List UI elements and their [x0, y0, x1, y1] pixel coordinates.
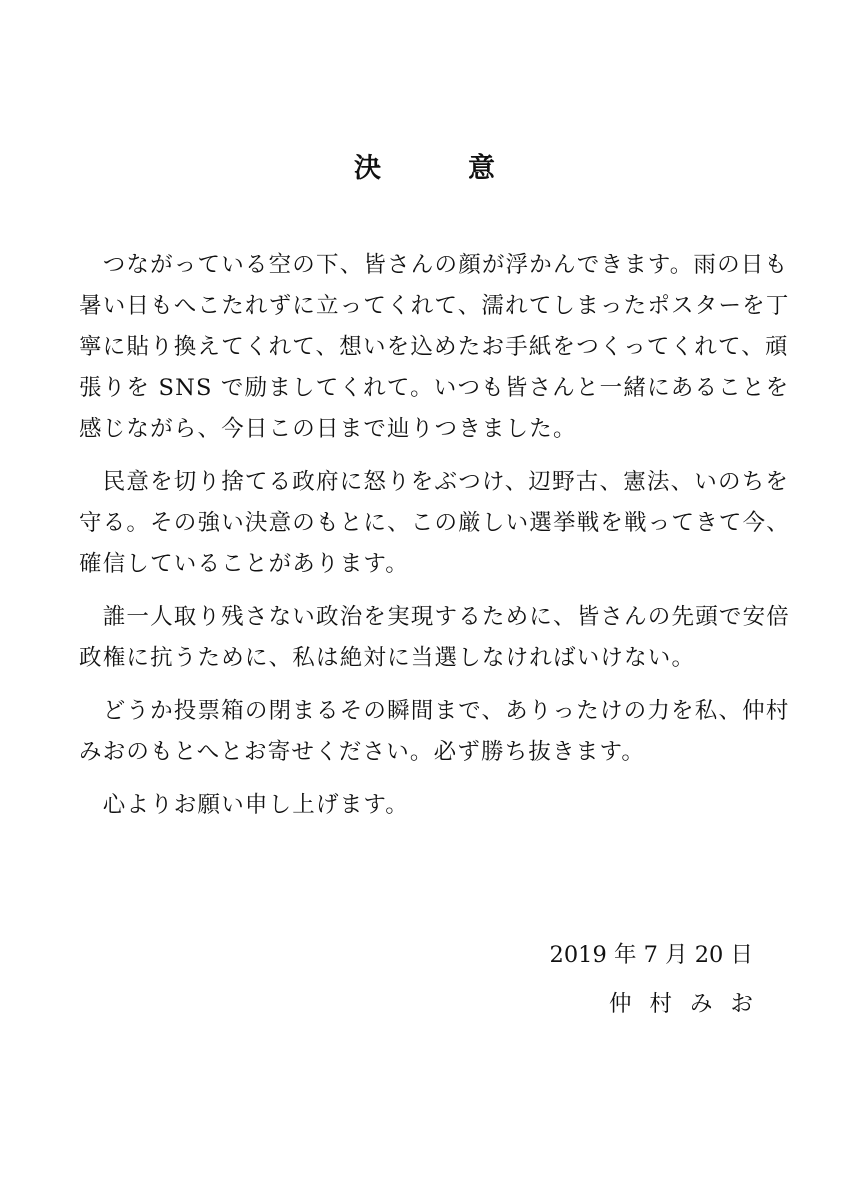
paragraph-3: [79, 597, 791, 679]
paragraph-1: [79, 245, 790, 450]
letter-date: 2019 年 7 月 20 日: [549, 942, 753, 968]
text-line: 民意を切り捨てる政府に怒りをぶつけ、辺野古、憲法、いのちを: [79, 469, 790, 495]
paragraph-4: [79, 691, 790, 773]
paragraph-2: [79, 462, 791, 585]
paragraph-5: [79, 785, 769, 826]
text-line: 守る。その強い決意のもとに、この厳しい選挙戦を戦ってきて今、: [79, 510, 791, 536]
text-line: 寧に貼り換えてくれて、想いを込めたお手紙をつくってくれて、頑: [79, 334, 789, 360]
text-line: 誰一人取り残さない政治を実現するために、皆さんの先頭で安倍: [79, 604, 791, 630]
text-line: 張りを SNS で励ましてくれて。いつも皆さんと一緒にあることを: [79, 375, 790, 401]
signature-block: [549, 935, 771, 1025]
text-line: 心よりお願い申し上げます。: [79, 792, 410, 818]
text-line: 確信していることがあります。: [79, 551, 410, 577]
text-line: 暑い日もへこたれずに立ってくれて、濡れてしまったポスターを丁: [79, 293, 790, 319]
text-line: みおのもとへとお寄せください。必ず勝ち抜きます。: [79, 739, 646, 765]
text-line: どうか投票箱の閉まるその瞬間まで、ありったけの力を私、仲村: [79, 698, 790, 724]
text-line: つながっている空の下、皆さんの顔が浮かんできます。雨の日も: [79, 252, 789, 278]
text-line: 政権に抗うために、私は絶対に当選しなければいけない。: [79, 645, 696, 671]
letter-body: [79, 245, 791, 838]
signature-name: 仲村みお: [608, 991, 771, 1017]
document-title: 決 意: [354, 153, 525, 184]
text-line: 感じながら、今日この日まで辿りつきました。: [79, 416, 577, 442]
